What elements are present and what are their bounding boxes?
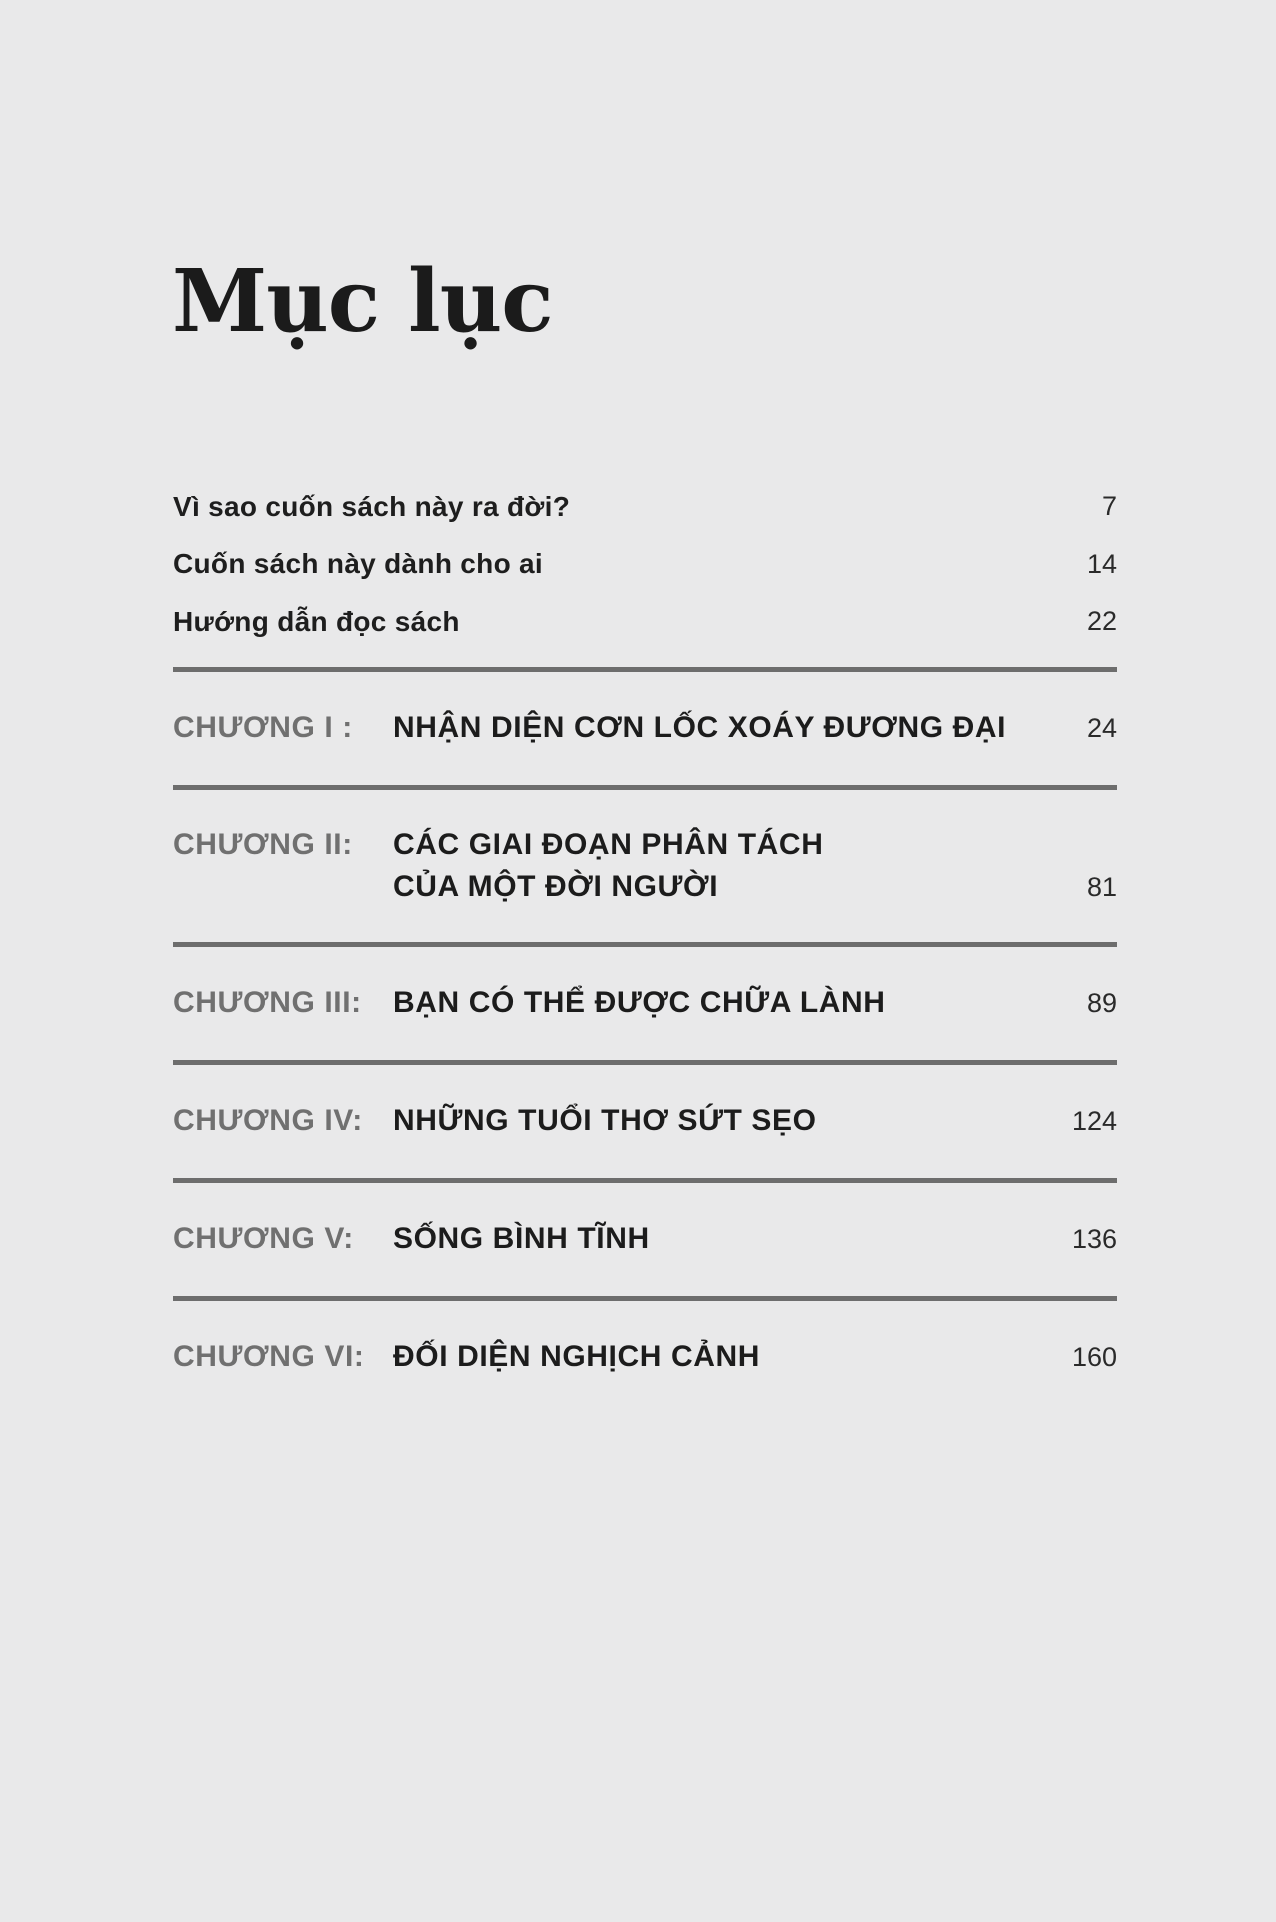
chapter-number: CHƯƠNG VI: bbox=[173, 1340, 365, 1373]
toc-entry-page: 14 bbox=[1086, 548, 1117, 579]
chapter-number: CHƯƠNG IV: bbox=[173, 1104, 363, 1137]
chapter-page: 160 bbox=[1071, 1342, 1117, 1372]
chapter-title-line-1: CÁC GIAI ĐOẠN PHÂN TÁCH bbox=[393, 828, 824, 861]
chapter-title: NHẬN DIỆN CƠN LỐC XOÁY ĐƯƠNG ĐẠI bbox=[393, 711, 1007, 744]
chapter-entry-5[interactable] bbox=[173, 1183, 1117, 1296]
toc-entry[interactable] bbox=[173, 593, 1117, 651]
chapter-number: CHƯƠNG V: bbox=[173, 1222, 354, 1255]
chapter-entry-4[interactable] bbox=[173, 1065, 1117, 1178]
chapter-entry-2[interactable] bbox=[173, 790, 1117, 942]
chapter-title: BẠN CÓ THỂ ĐƯỢC CHỮA LÀNH bbox=[393, 986, 886, 1019]
page-title: Mục lục bbox=[172, 251, 553, 352]
chapter-page: 24 bbox=[1086, 713, 1117, 743]
toc-entry-title: Cuốn sách này dành cho ai bbox=[173, 548, 544, 580]
toc-entry-title: Hướng dẫn đọc sách bbox=[173, 605, 460, 637]
chapter-title: NHỮNG TUỔI THƠ SỨT SẸO bbox=[393, 1104, 817, 1137]
chapter-page: 124 bbox=[1071, 1106, 1117, 1136]
chapter-page: 89 bbox=[1086, 988, 1117, 1018]
toc-entry-page: 7 bbox=[1101, 491, 1117, 522]
toc-entry-page: 22 bbox=[1086, 606, 1117, 637]
front-matter-list bbox=[173, 478, 1117, 651]
chapter-title: SỐNG BÌNH TĨNH bbox=[393, 1222, 650, 1255]
toc-entry-title: Vì sao cuốn sách này ra đời? bbox=[173, 490, 571, 522]
toc-entry[interactable] bbox=[173, 536, 1117, 594]
chapter-entry-6[interactable] bbox=[173, 1301, 1117, 1414]
chapter-title-line-2: CỦA MỘT ĐỜI NGƯỜI bbox=[393, 870, 719, 903]
chapter-page: 136 bbox=[1071, 1224, 1117, 1254]
chapter-title: ĐỐI DIỆN NGHỊCH CẢNH bbox=[393, 1340, 761, 1373]
chapter-number: CHƯƠNG II: bbox=[173, 828, 353, 861]
toc-entry[interactable] bbox=[173, 478, 1117, 536]
chapter-page: 81 bbox=[1086, 872, 1117, 902]
chapter-number: CHƯƠNG III: bbox=[173, 986, 362, 1019]
chapter-number: CHƯƠNG I : bbox=[173, 711, 353, 744]
chapter-title bbox=[393, 824, 1057, 908]
chapter-entry-3[interactable] bbox=[173, 947, 1117, 1060]
chapter-list bbox=[173, 667, 1117, 1414]
chapter-entry-1[interactable] bbox=[173, 672, 1117, 785]
